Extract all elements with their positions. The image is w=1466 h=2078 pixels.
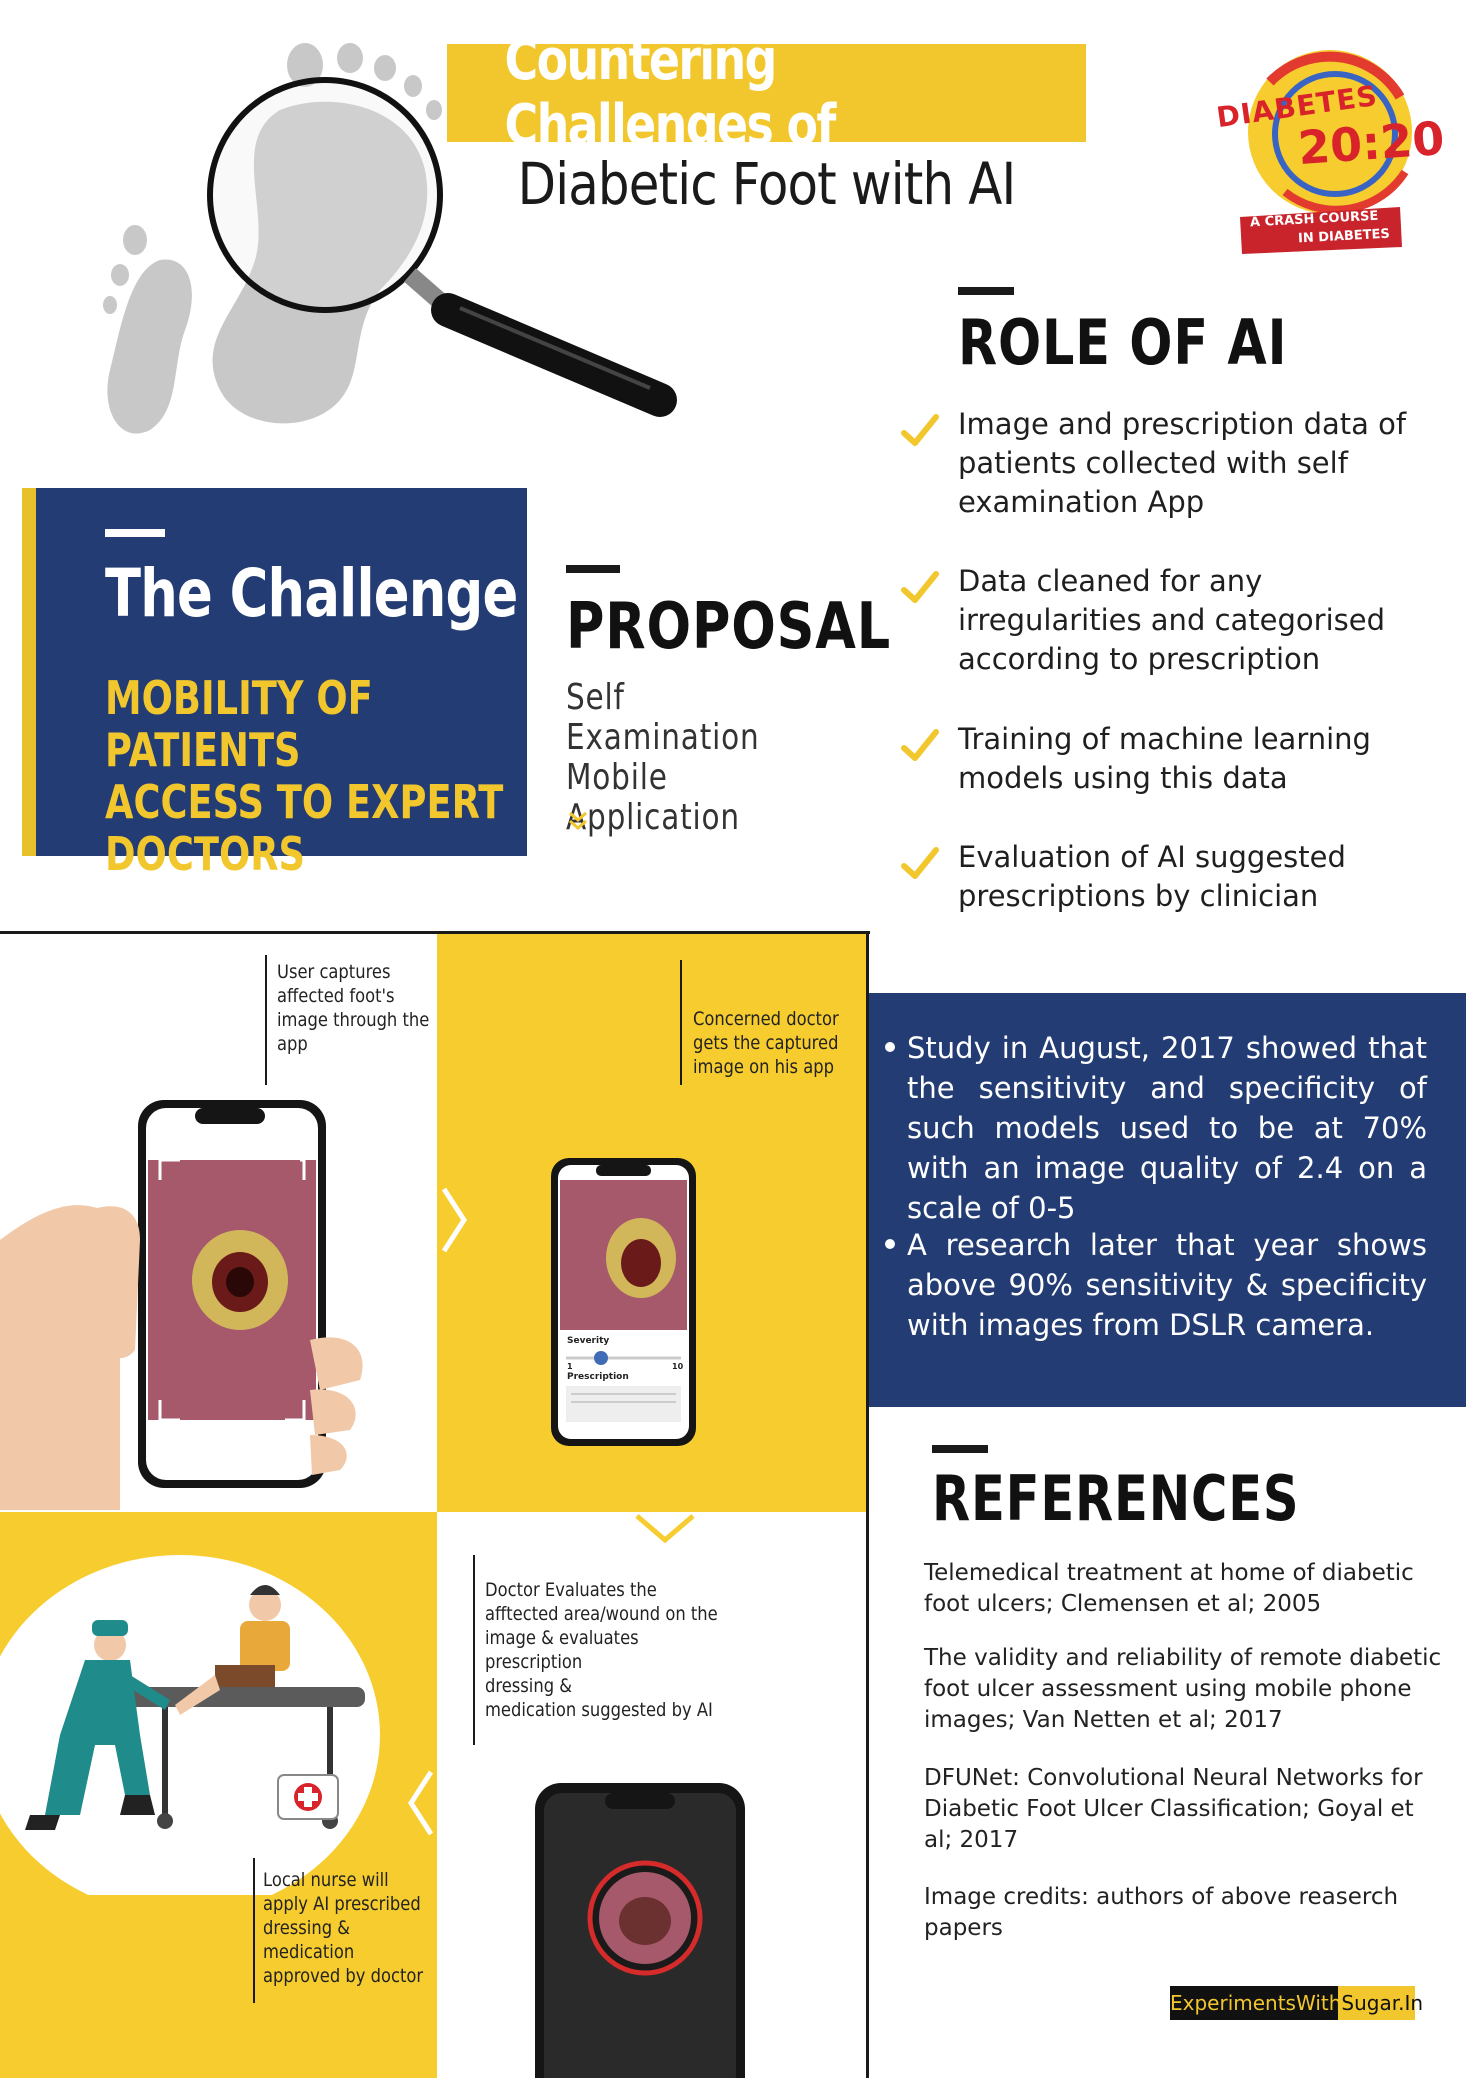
challenge-stripe [22, 488, 36, 856]
caption-line-text: medication [263, 1941, 355, 1963]
severity-max: 10 [672, 1362, 684, 1371]
double-chevron-down-icon [567, 810, 589, 832]
caption-line-text: image through the [277, 1009, 430, 1031]
role-heading: ROLE OF AI [958, 306, 1288, 379]
proposal-line: Examination [566, 717, 760, 758]
evaluation-phone [535, 1783, 745, 2078]
proposal-text [566, 678, 837, 838]
caption-line [680, 960, 682, 1085]
caption-line [265, 955, 267, 1085]
caption-line [253, 1858, 255, 2003]
caption-line-text: apply AI prescribed [263, 1893, 421, 1915]
page-title: Countering Challenges of [504, 28, 835, 158]
bullet-icon [885, 1239, 895, 1249]
challenge-title: The Challenge [105, 555, 518, 632]
caption-line-text: app [277, 1033, 308, 1055]
caption-line-text: prescription [485, 1651, 583, 1673]
prescription-label: Prescription [567, 1372, 629, 1382]
stat-text: A research later that year shows above 90% sensitivity & specificity with images from DSLR camera. [907, 1228, 1427, 1342]
diabetes-2020-logo [1210, 42, 1447, 260]
logo-tag2: IN DIABETES [1297, 226, 1391, 247]
site-tag[interactable] [1170, 1986, 1424, 2020]
challenge-dash [105, 529, 165, 537]
chevron-left-icon [405, 1768, 435, 1838]
checkmark-icon [900, 846, 940, 882]
caption-line-text: medication suggested by AI [485, 1699, 713, 1721]
role-dash [958, 287, 1014, 295]
step-caption-nurse [263, 1868, 423, 1988]
logo-tag1: A CRASH COURSE [1249, 208, 1379, 231]
divider [0, 931, 870, 934]
hand-phone-illustration [0, 1090, 380, 1510]
reference-item: DFUNet: Convolutional Neural Networks for Diabetic Foot Ulcer Classification; Goyal et al; 2017 [924, 1765, 1423, 1853]
role-item-text: Training of machine learning models using this data [958, 722, 1371, 795]
role-item-text: Image and prescription data of patients collected with self examination App [958, 407, 1407, 519]
caption-line-text: image on his app [693, 1056, 834, 1078]
proposal-dash [566, 565, 620, 573]
step-caption-doctor-evaluates [485, 1578, 718, 1722]
caption-line-text: affected foot's [277, 985, 395, 1007]
caption-line-text: User captures [277, 961, 391, 983]
chevron-right-icon [440, 1185, 470, 1255]
checkmark-icon [900, 570, 940, 606]
chevron-down-icon [633, 1512, 697, 1546]
caption-line-text: approved by doctor [263, 1965, 424, 1987]
caption-line-text: Doctor Evaluates the [485, 1579, 657, 1601]
caption-line-text: gets the captured [693, 1032, 839, 1054]
site-tag-part1: ExperimentsWith [1170, 1991, 1342, 2015]
title-banner [447, 28, 1086, 158]
proposal-line: Self [566, 677, 625, 718]
caption-line-text: image & evaluates [485, 1627, 639, 1649]
references-title: REFERENCES [932, 1462, 1300, 1535]
proposal-line: Mobile Application [566, 757, 740, 838]
step-caption-user [277, 960, 429, 1056]
doctor-phone [551, 1158, 696, 1446]
reference-item: The validity and reliability of remote diabetic foot ulcer assessment using mobile phone images; Van Netten et al; 2017 [924, 1645, 1442, 1733]
proposal-title: PROPOSAL [566, 590, 891, 664]
caption-line [473, 1555, 475, 1745]
role-item [900, 562, 1420, 682]
caption-line-text: dressing & [485, 1675, 573, 1697]
caption-line-text: dressing & [263, 1917, 351, 1939]
severity-label: Severity [567, 1336, 610, 1346]
step-caption-doctor-gets [693, 1007, 839, 1079]
site-tag-part2: Sugar.In [1341, 1991, 1424, 2015]
role-item-text: Data cleaned for any irregularities and categorised according to prescription [958, 564, 1385, 676]
challenge-text [105, 672, 537, 880]
references-dash [932, 1445, 988, 1453]
caption-line-text: afftected area/wound on the [485, 1603, 718, 1625]
stat-item [885, 1028, 1427, 1225]
logo-line1: DIABETES [1214, 78, 1380, 135]
checkmark-icon [900, 413, 940, 449]
bullet-icon [885, 1042, 895, 1052]
challenge-line: ACCESS TO EXPERT [105, 775, 504, 829]
stat-item [885, 1225, 1427, 1345]
role-item [900, 838, 1420, 918]
caption-line-text: Concerned doctor [693, 1008, 839, 1030]
role-item-text: Evaluation of AI suggested prescriptions by clinician [958, 840, 1346, 913]
nurse-patient-illustration [0, 1535, 437, 1895]
checkmark-icon [900, 728, 940, 764]
role-item [900, 720, 1420, 800]
caption-line-text: Local nurse will [263, 1869, 389, 1891]
reference-item: Telemedical treatment at home of diabetic foot ulcers; Clemensen et al; 2005 [924, 1560, 1414, 1617]
stat-text: Study in August, 2017 showed that the sensitivity and specificity of such models used to be at 70% with an image quality of 2.4 on a scale of 0-5 [907, 1031, 1427, 1225]
severity-min: 1 [567, 1362, 573, 1371]
role-item [900, 405, 1420, 525]
page-subtitle: Diabetic Foot with AI [517, 150, 1016, 218]
challenge-line: MOBILITY OF PATIENTS [105, 671, 373, 777]
challenge-line: DOCTORS [105, 827, 306, 881]
site-tag-label [1170, 1986, 1424, 2020]
reference-item: Image credits: authors of above reaserch papers [924, 1884, 1399, 1941]
logo-line2: 20:20 [1296, 110, 1447, 176]
